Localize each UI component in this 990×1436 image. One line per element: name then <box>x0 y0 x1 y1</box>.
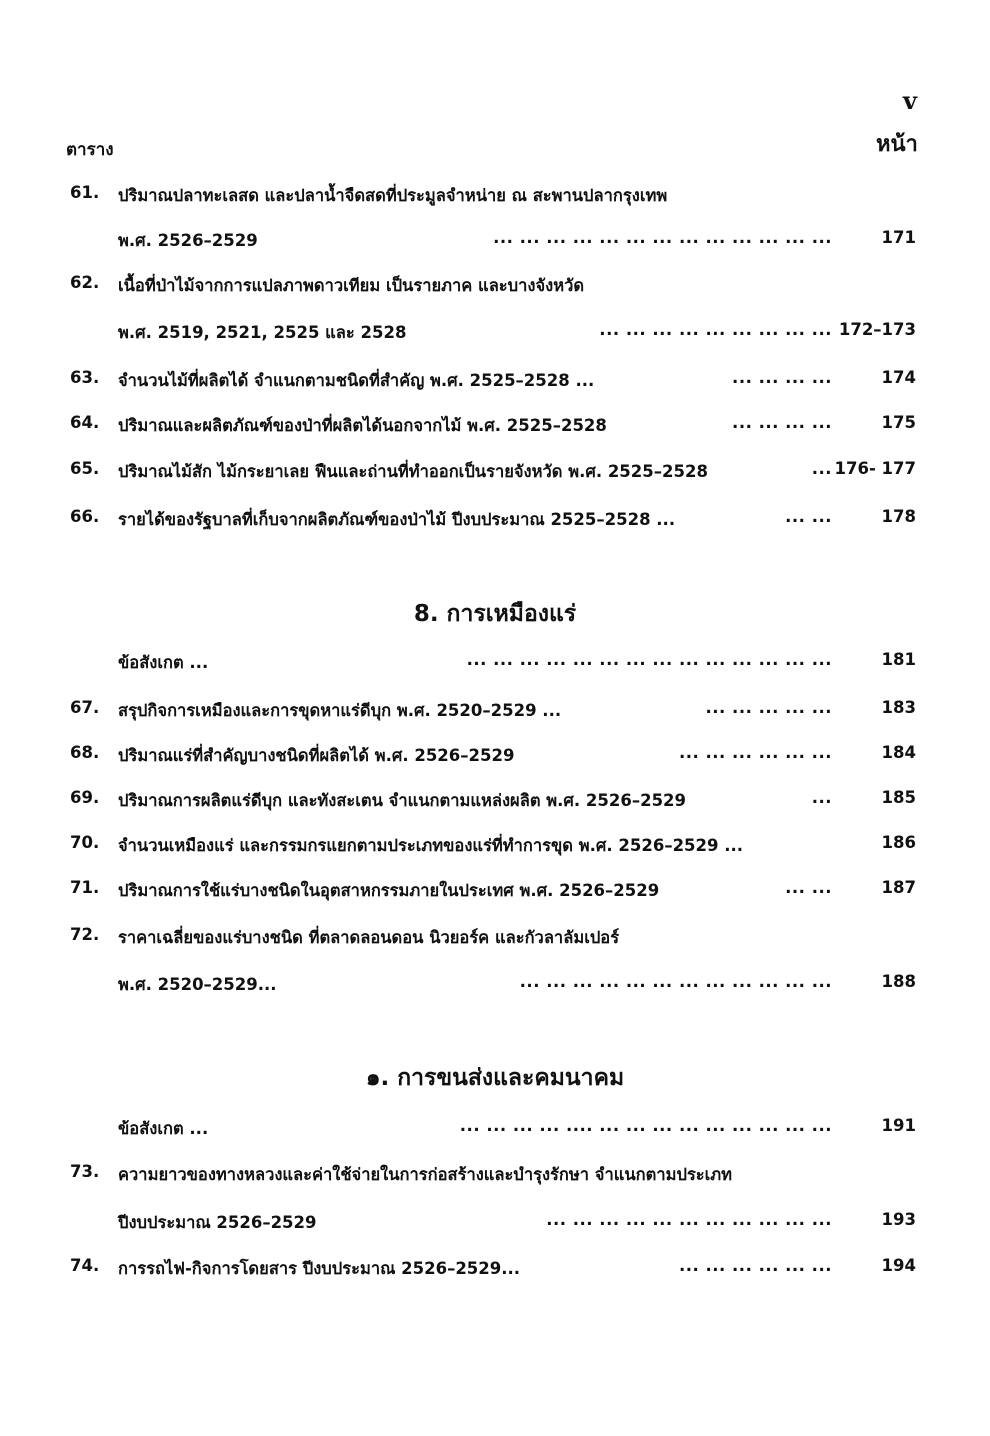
dot-leader: ... ... ... ... ... <box>705 698 832 717</box>
dot-leader: ... <box>811 459 832 478</box>
entry-page: 183 <box>881 698 916 717</box>
entry-title: พ.ศ. 2526–2529 <box>118 231 258 250</box>
entry-number: 73. <box>70 1162 100 1181</box>
entry-title: ราคาเฉลี่ยของแร่บางชนิด ที่ตลาดลอนดอน นิวยอร์ค และกัวลาลัมเปอร์ <box>118 928 620 947</box>
entry-page: 176- 177 <box>834 459 916 478</box>
dot-leader: ... ... ... ... ... ... <box>678 1256 832 1275</box>
dot-leader: ... ... <box>785 878 832 897</box>
entry-number: 61. <box>70 183 100 202</box>
entry-number: 71. <box>70 878 100 897</box>
entry-page: 181 <box>881 650 916 669</box>
toc-entry <box>0 698 990 724</box>
entry-title: รายได้ของรัฐบาลที่เก็บจากผลิตภัณฑ์ของป่าไม้ ปีงบประมาณ 2525–2528 ... <box>118 510 676 529</box>
entry-number: 66. <box>70 507 100 526</box>
entry-page: 172–173 <box>838 320 916 339</box>
entry-page: 193 <box>881 1210 916 1229</box>
toc-entry <box>0 320 990 346</box>
toc-entry <box>0 833 990 859</box>
dot-leader: ... ... <box>785 507 832 526</box>
entry-title: เนื้อที่ป่าไม้จากการแปลภาพดาวเทียม เป็นรายภาค และบางจังหวัด <box>118 276 585 295</box>
toc-entry <box>0 228 990 254</box>
entry-page: 174 <box>881 368 916 387</box>
toc-entry <box>0 183 990 209</box>
entry-page: 184 <box>881 743 916 762</box>
entry-page: 188 <box>881 972 916 991</box>
toc-entry <box>0 1162 990 1188</box>
table-column-header: ตาราง <box>66 140 114 160</box>
entry-page: 194 <box>881 1256 916 1275</box>
entry-page: 185 <box>881 788 916 807</box>
dot-leader: ... ... ... ... ... ... ... ... ... <box>599 320 832 339</box>
toc-entry <box>0 1116 990 1142</box>
entry-page: 187 <box>881 878 916 897</box>
toc-entry <box>0 650 990 676</box>
page-number: v <box>903 86 917 115</box>
entry-number: 67. <box>70 698 100 717</box>
toc-entry <box>0 413 990 439</box>
entry-page: 175 <box>881 413 916 432</box>
entry-title: จำนวนไม้ที่ผลิตได้ จำแนกตามชนิดที่สำคัญ พ.ศ. 2525–2528 ... <box>118 371 595 390</box>
entry-number: 63. <box>70 368 100 387</box>
toc-entry <box>0 273 990 299</box>
toc-entry <box>0 368 990 394</box>
entry-title: พ.ศ. 2519, 2521, 2525 และ 2528 <box>118 323 407 342</box>
dot-leader: ... ... ... ... ... ... ... ... ... ... ... ... ... ... <box>466 650 832 669</box>
entry-number: 74. <box>70 1256 100 1275</box>
entry-page: 178 <box>881 507 916 526</box>
entry-number: 64. <box>70 413 100 432</box>
toc-entry <box>0 1256 990 1282</box>
entry-number: 62. <box>70 273 100 292</box>
entry-title: สรุปกิจการเหมืองและการขุดหาแร่ดีบุก พ.ศ. 2520–2529 ... <box>118 701 562 720</box>
entry-number: 72. <box>70 925 100 944</box>
entry-number: 68. <box>70 743 100 762</box>
entry-number: 70. <box>70 833 100 852</box>
entry-title: ปีงบประมาณ 2526–2529 <box>118 1213 317 1232</box>
entry-title: ปริมาณแร่ที่สำคัญบางชนิดที่ผลิตได้ พ.ศ. 2526–2529 <box>118 746 515 765</box>
entry-title: จำนวนเหมืองแร่ และกรรมกรแยกตามประเภทของแร่ที่ทำการขุด พ.ศ. 2526–2529 ... <box>118 836 744 855</box>
dot-leader: ... ... ... ... <box>732 368 832 387</box>
section-heading: 8. การเหมืองแร่ <box>413 601 577 627</box>
entry-title: ข้อสังเกต ... <box>118 1119 209 1138</box>
entry-number: 69. <box>70 788 100 807</box>
toc-entry <box>0 788 990 814</box>
entry-title: ปริมาณปลาทะเลสด และปลาน้ำจืดสดที่ประมูลจำหน่าย ณ สะพานปลากรุงเทพ <box>118 186 668 205</box>
entry-title: ปริมาณไม้สัก ไม้กระยาเลย ฟืนและถ่านที่ทำออกเป็นรายจังหวัด พ.ศ. 2525–2528 <box>118 462 708 481</box>
toc-entry <box>0 972 990 998</box>
dot-leader: ... ... ... ... <box>732 413 832 432</box>
entry-title: ข้อสังเกต ... <box>118 653 209 672</box>
dot-leader: ... ... ... ... ... ... <box>678 743 832 762</box>
section-heading: ๑. การขนส่งและคมนาคม <box>365 1065 625 1091</box>
entry-title: ความยาวของทางหลวงและค่าใช้จ่ายในการก่อสร้างและบำรุงรักษา จำแนกตามประเภท <box>118 1165 733 1184</box>
entry-title: ปริมาณการผลิตแร่ดีบุก และทังสะเตน จำแนกตามแหล่งผลิต พ.ศ. 2526–2529 <box>118 791 687 810</box>
dot-leader: ... ... ... ... ... ... ... ... ... ... ... ... ... <box>493 228 832 247</box>
entry-title: พ.ศ. 2520–2529... <box>118 975 277 994</box>
entry-title: ปริมาณการใช้แร่บางชนิดในอุตสาหกรรมภายในประเทศ พ.ศ. 2526–2529 <box>118 881 660 900</box>
toc-entry <box>0 459 990 485</box>
dot-leader: ... ... ... ... ... ... ... ... ... ... ... ... <box>519 972 832 991</box>
toc-entry <box>0 1210 990 1236</box>
entry-title: การรถไฟ-กิจการโดยสาร ปีงบประมาณ 2526–2529... <box>118 1259 521 1278</box>
toc-entry <box>0 507 990 533</box>
page-column-header: หน้า <box>876 132 918 157</box>
dot-leader: ... ... ... ... ... ... ... ... ... ... ... <box>546 1210 832 1229</box>
entry-title: ปริมาณและผลิตภัณฑ์ของป่าที่ผลิตได้นอกจากไม้ พ.ศ. 2525–2528 <box>118 416 607 435</box>
entry-number: 65. <box>70 459 100 478</box>
toc-entry <box>0 743 990 769</box>
entry-page: 186 <box>881 833 916 852</box>
dot-leader: ... ... ... ... .... ... ... ... ... ... ... ... ... ... <box>459 1116 832 1135</box>
toc-entry <box>0 925 990 951</box>
entry-page: 171 <box>881 228 916 247</box>
dot-leader: ... <box>811 788 832 807</box>
entry-page: 191 <box>881 1116 916 1135</box>
toc-entry <box>0 878 990 904</box>
